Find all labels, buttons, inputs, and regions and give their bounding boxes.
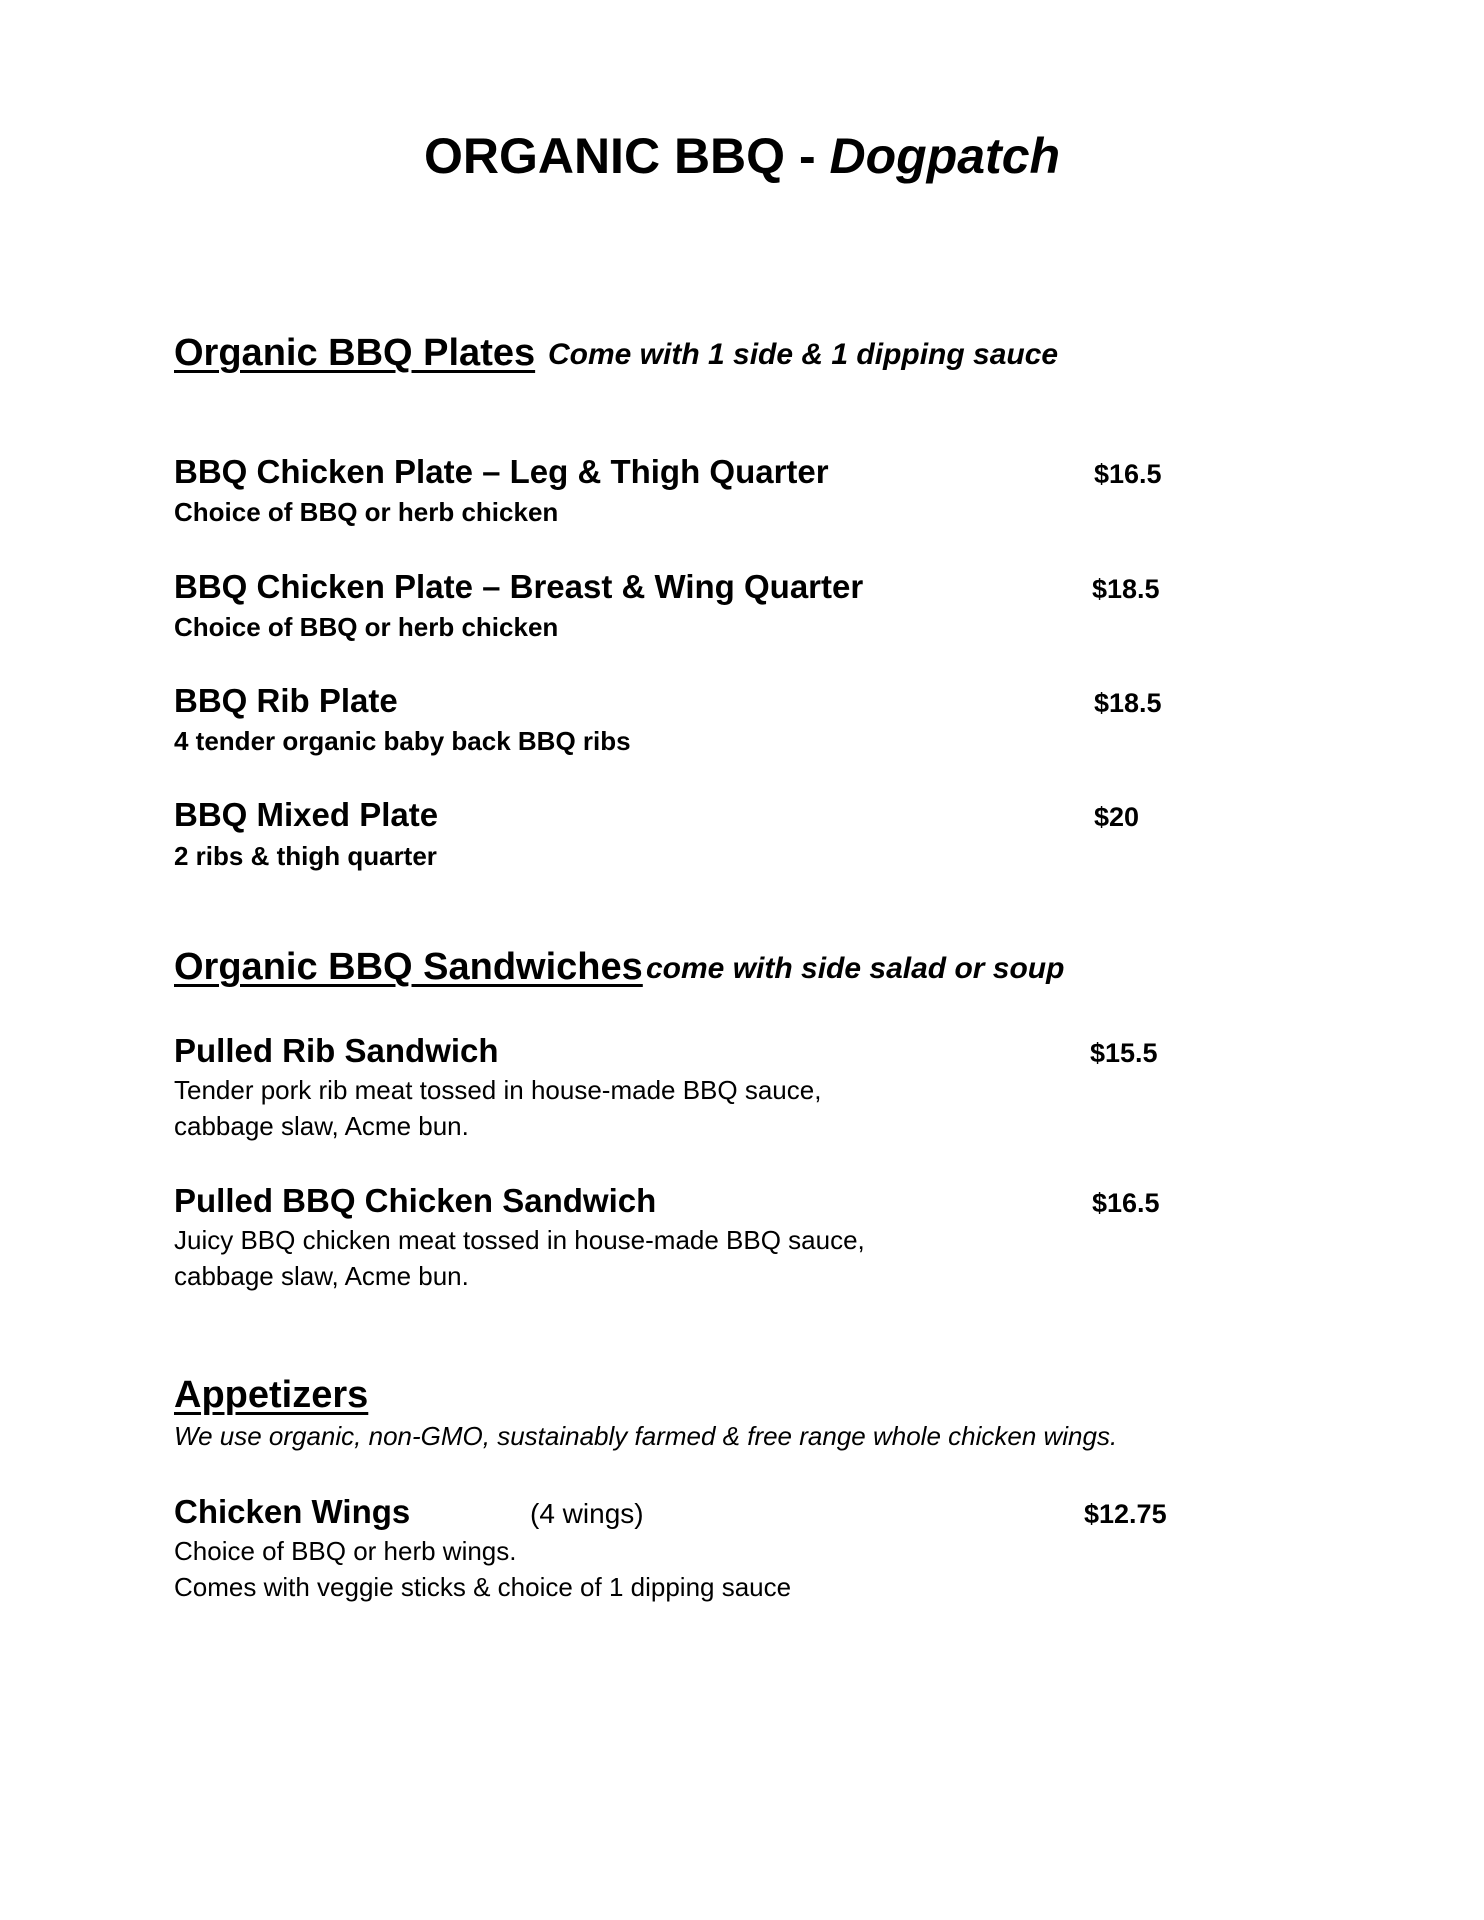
appetizers-intro: We use organic, non-GMO, sustainably farmed & free range whole chicken wings. — [174, 1421, 1118, 1451]
plate-item-name: BBQ Mixed Plate — [174, 796, 439, 833]
menu-title — [0, 124, 1484, 188]
sandwich-item-name: Pulled BBQ Chicken Sandwich — [174, 1182, 657, 1219]
plate-item-price: $16.5 — [1094, 459, 1162, 489]
sandwich-item-desc-line2: cabbage slaw, Acme bun. — [174, 1111, 469, 1141]
sandwich-item-price: $16.5 — [1092, 1188, 1160, 1218]
plate-item-desc: 4 tender organic baby back BBQ ribs — [174, 726, 631, 756]
plates-heading: Organic BBQ Plates — [174, 332, 536, 374]
appetizer-item-price: $12.75 — [1084, 1499, 1167, 1529]
plate-item-name: BBQ Rib Plate — [174, 682, 398, 719]
sandwiches-note: come with side salad or soup — [646, 952, 1065, 985]
sandwich-item-name: Pulled Rib Sandwich — [174, 1032, 499, 1069]
plates-note: Come with 1 side & 1 dipping sauce — [548, 338, 1059, 371]
sandwich-item-price: $15.5 — [1090, 1038, 1158, 1068]
sandwiches-heading: Organic BBQ Sandwiches — [174, 946, 643, 988]
plate-item-desc: Choice of BBQ or herb chicken — [174, 497, 559, 527]
plate-item-price: $18.5 — [1094, 688, 1162, 718]
plate-item-name: BBQ Chicken Plate – Leg & Thigh Quarter — [174, 453, 829, 490]
appetizers-heading: Appetizers — [174, 1374, 369, 1416]
title-main: ORGANIC BBQ - — [423, 128, 830, 184]
plate-item-name: BBQ Chicken Plate – Breast & Wing Quarter — [174, 568, 864, 605]
appetizer-item-qty: (4 wings) — [530, 1498, 644, 1529]
plate-item-desc: Choice of BBQ or herb chicken — [174, 612, 559, 642]
sandwich-item-desc-line2: cabbage slaw, Acme bun. — [174, 1261, 469, 1291]
sandwich-item-desc-line1: Tender pork rib meat tossed in house-made BBQ sauce, — [174, 1075, 822, 1105]
title-location: Dogpatch — [829, 128, 1061, 184]
plate-item-desc: 2 ribs & thigh quarter — [174, 841, 437, 871]
plate-item-price: $18.5 — [1092, 574, 1160, 604]
sandwich-item-desc-line1: Juicy BBQ chicken meat tossed in house-made BBQ sauce, — [174, 1225, 865, 1255]
plate-item-price: $20 — [1094, 802, 1140, 832]
appetizer-item-desc-line2: Comes with veggie sticks & choice of 1 dipping sauce — [174, 1572, 792, 1602]
appetizer-item-name: Chicken Wings — [174, 1493, 411, 1530]
appetizer-item-desc-line1: Choice of BBQ or herb wings. — [174, 1536, 517, 1566]
